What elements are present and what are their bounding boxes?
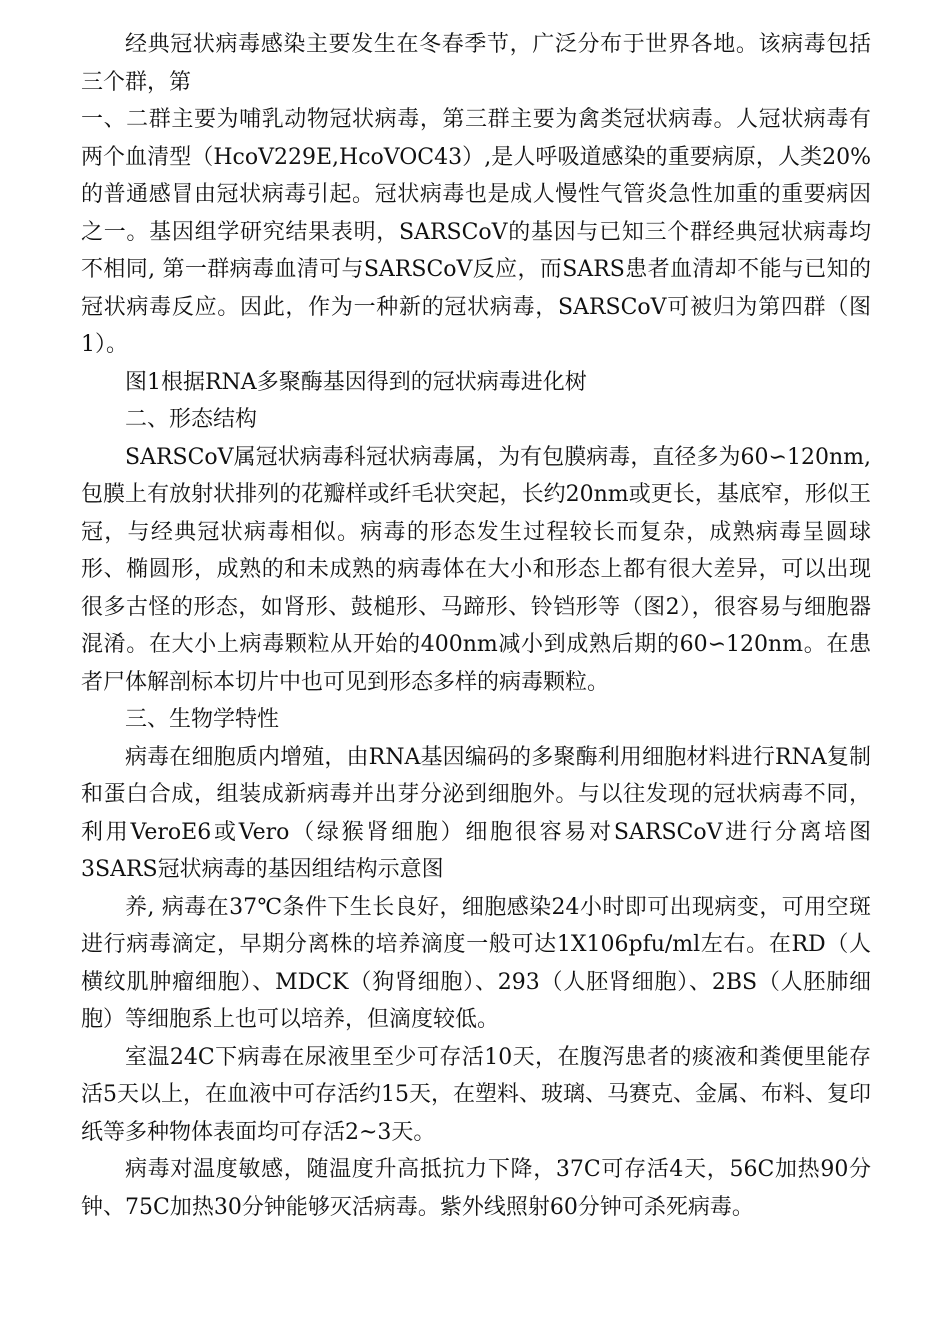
paragraph-replication: 病毒在细胞质内增殖，由RNA基因编码的多聚酶利用细胞材料进行RNA复制和蛋白合成，组装成新病毒并出芽分泌到细胞外。与以往发现的冠状病毒不同，利用VeroE6或Vero（绿猴肾细胞）细胞很容易对SARSCoV进行分离培图3SARS冠状病毒的基因组结构示意图 [81,744,871,882]
paragraph-culture: 养, 病毒在37℃条件下生长良好，细胞感染24小时即可出现病变，可用空斑进行病毒滴定，早期分离株的培养滴度一般可达1X106pfu/ml左右。在RD（人横纹肌肿瘤细胞）、MDCK（狗肾细胞）、293（人胚肾细胞）、2BS（人胚肺细胞）等细胞系上也可以培养，但滴度较低。 [81,894,871,1032]
paragraph-intro: 经典冠状病毒感染主要发生在冬春季节，广泛分布于世界各地。该病毒包括三个群，第 [81,32,871,95]
paragraph-groups: 一、二群主要为哺乳动物冠状病毒，第三群主要为禽类冠状病毒。人冠状病毒有两个血清型（HcoV229E,HcoVOC43）,是人呼吸道感染的重要病原，人类20%的普通感冒由冠状病毒引起。冠状病毒也是成人慢性气管炎急性加重的重要病因之一。基因组学研究结果表明，SARSCoV的基因与已知三个群经典冠状病毒均不相同, 第一群病毒血清可与SARSCoV反应，而SARS患者血清却不能与已知的冠状病毒反应。因此，作为一种新的冠状病毒，SARSCoV可被归为第四群（图1）。 [81,107,871,357]
figure-1-caption: 图1根据RNA多聚酶基因得到的冠状病毒进化树 [125,369,587,395]
paragraph-morphology: SARSCoV属冠状病毒科冠状病毒属，为有包膜病毒，直径多为60∽120nm, 包膜上有放射状排列的花瓣样或纤毛状突起，长约20nm或更长，基底窄，形似王冠，与经典冠状病毒相似。病毒的形态发生过程较长而复杂，成熟病毒呈圆球形、椭圆形，成熟的和未成熟的病毒体在大小和形态上都有很大差异，可以出现很多古怪的形态，如肾形、鼓槌形、马蹄形、铃铛形等（图2），很容易与细胞器混淆。在大小上病毒颗粒从开始的400nm减小到成熟后期的60∽120nm。在患者尸体解剖标本切片中也可见到形态多样的病毒颗粒。 [81,444,871,695]
section-heading-biology: 三、生物学特性 [125,707,280,732]
section-heading-morphology: 二、形态结构 [125,407,258,432]
document-page [81,26,871,1226]
paragraph-survival: 室温24C下病毒在尿液里至少可存活10天，在腹泻患者的痰液和粪便里能存活5天以上，在血液中可存活约15天，在塑料、玻璃、马赛克、金属、布料、复印纸等多种物体表面均可存活2~3天。 [81,1044,871,1145]
paragraph-temperature: 病毒对温度敏感，随温度升高抵抗力下降，37C可存活4天，56C加热90分钟、75C加热30分钟能够灭活病毒。紫外线照射60分钟可杀死病毒。 [81,1157,871,1220]
